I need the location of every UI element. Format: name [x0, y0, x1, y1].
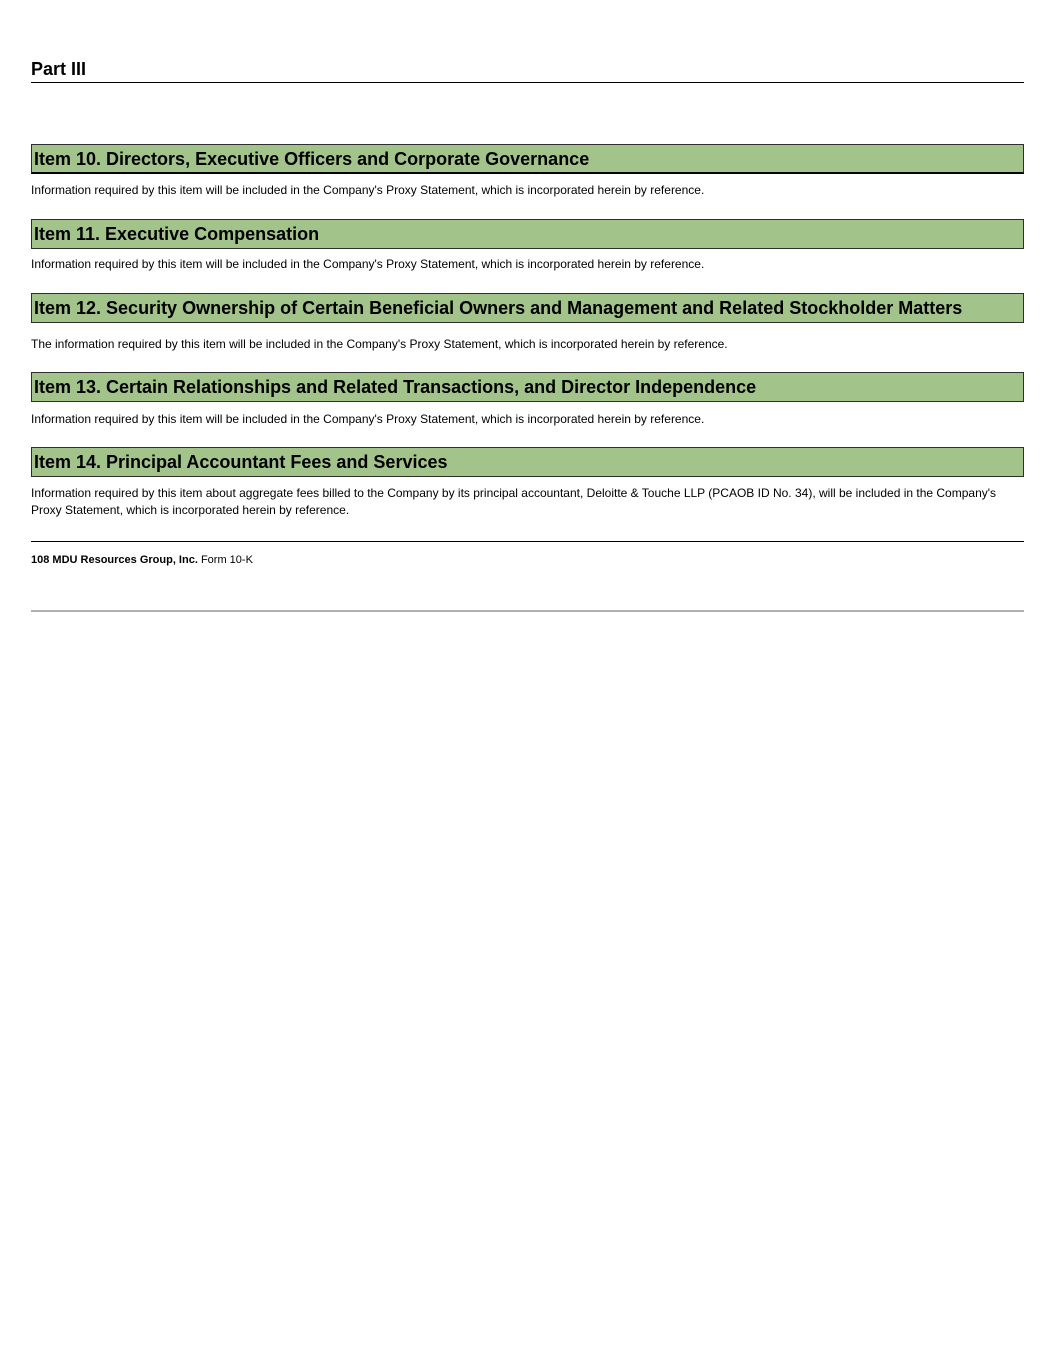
item-11-heading: Item 11. Executive Compensation [31, 219, 1024, 249]
part-title: Part III [31, 59, 87, 79]
item-14-text: Information required by this item about aggregate fees billed to the Company by its principal accountant, Deloitte & Touche LLP (PCAOB ID No. 34), will be included in the Company's Proxy Statement, which is incorporated herein by reference. [31, 486, 997, 517]
footer-page-company: 108 MDU Resources Group, Inc. [31, 554, 198, 566]
item-10-text: Information required by this item will be included in the Company's Proxy Statement, which is incorporated herein by reference. [31, 183, 705, 197]
footer-form: Form 10-K [200, 554, 253, 566]
item-14-heading: Item 14. Principal Accountant Fees and Services [31, 447, 1024, 477]
item-12-text: The information required by this item will be included in the Company's Proxy Statement, which is incorporated herein by reference. [31, 337, 728, 351]
item-10-heading: Item 10. Directors, Executive Officers and Corporate Governance [31, 144, 1024, 174]
item-12-heading: Item 12. Security Ownership of Certain Beneficial Owners and Management and Related Stockholder Matters [31, 293, 1024, 323]
item-13-heading: Item 13. Certain Relationships and Related Transactions, and Director Independence [31, 372, 1024, 402]
page-footer [31, 553, 253, 567]
item-11-text: Information required by this item will be included in the Company's Proxy Statement, which is incorporated herein by reference. [31, 257, 705, 271]
item-13-text: Information required by this item will be included in the Company's Proxy Statement, which is incorporated herein by reference. [31, 412, 705, 426]
footer-divider [31, 541, 1024, 542]
page-break-line [31, 610, 1024, 612]
part-divider [31, 82, 1024, 83]
